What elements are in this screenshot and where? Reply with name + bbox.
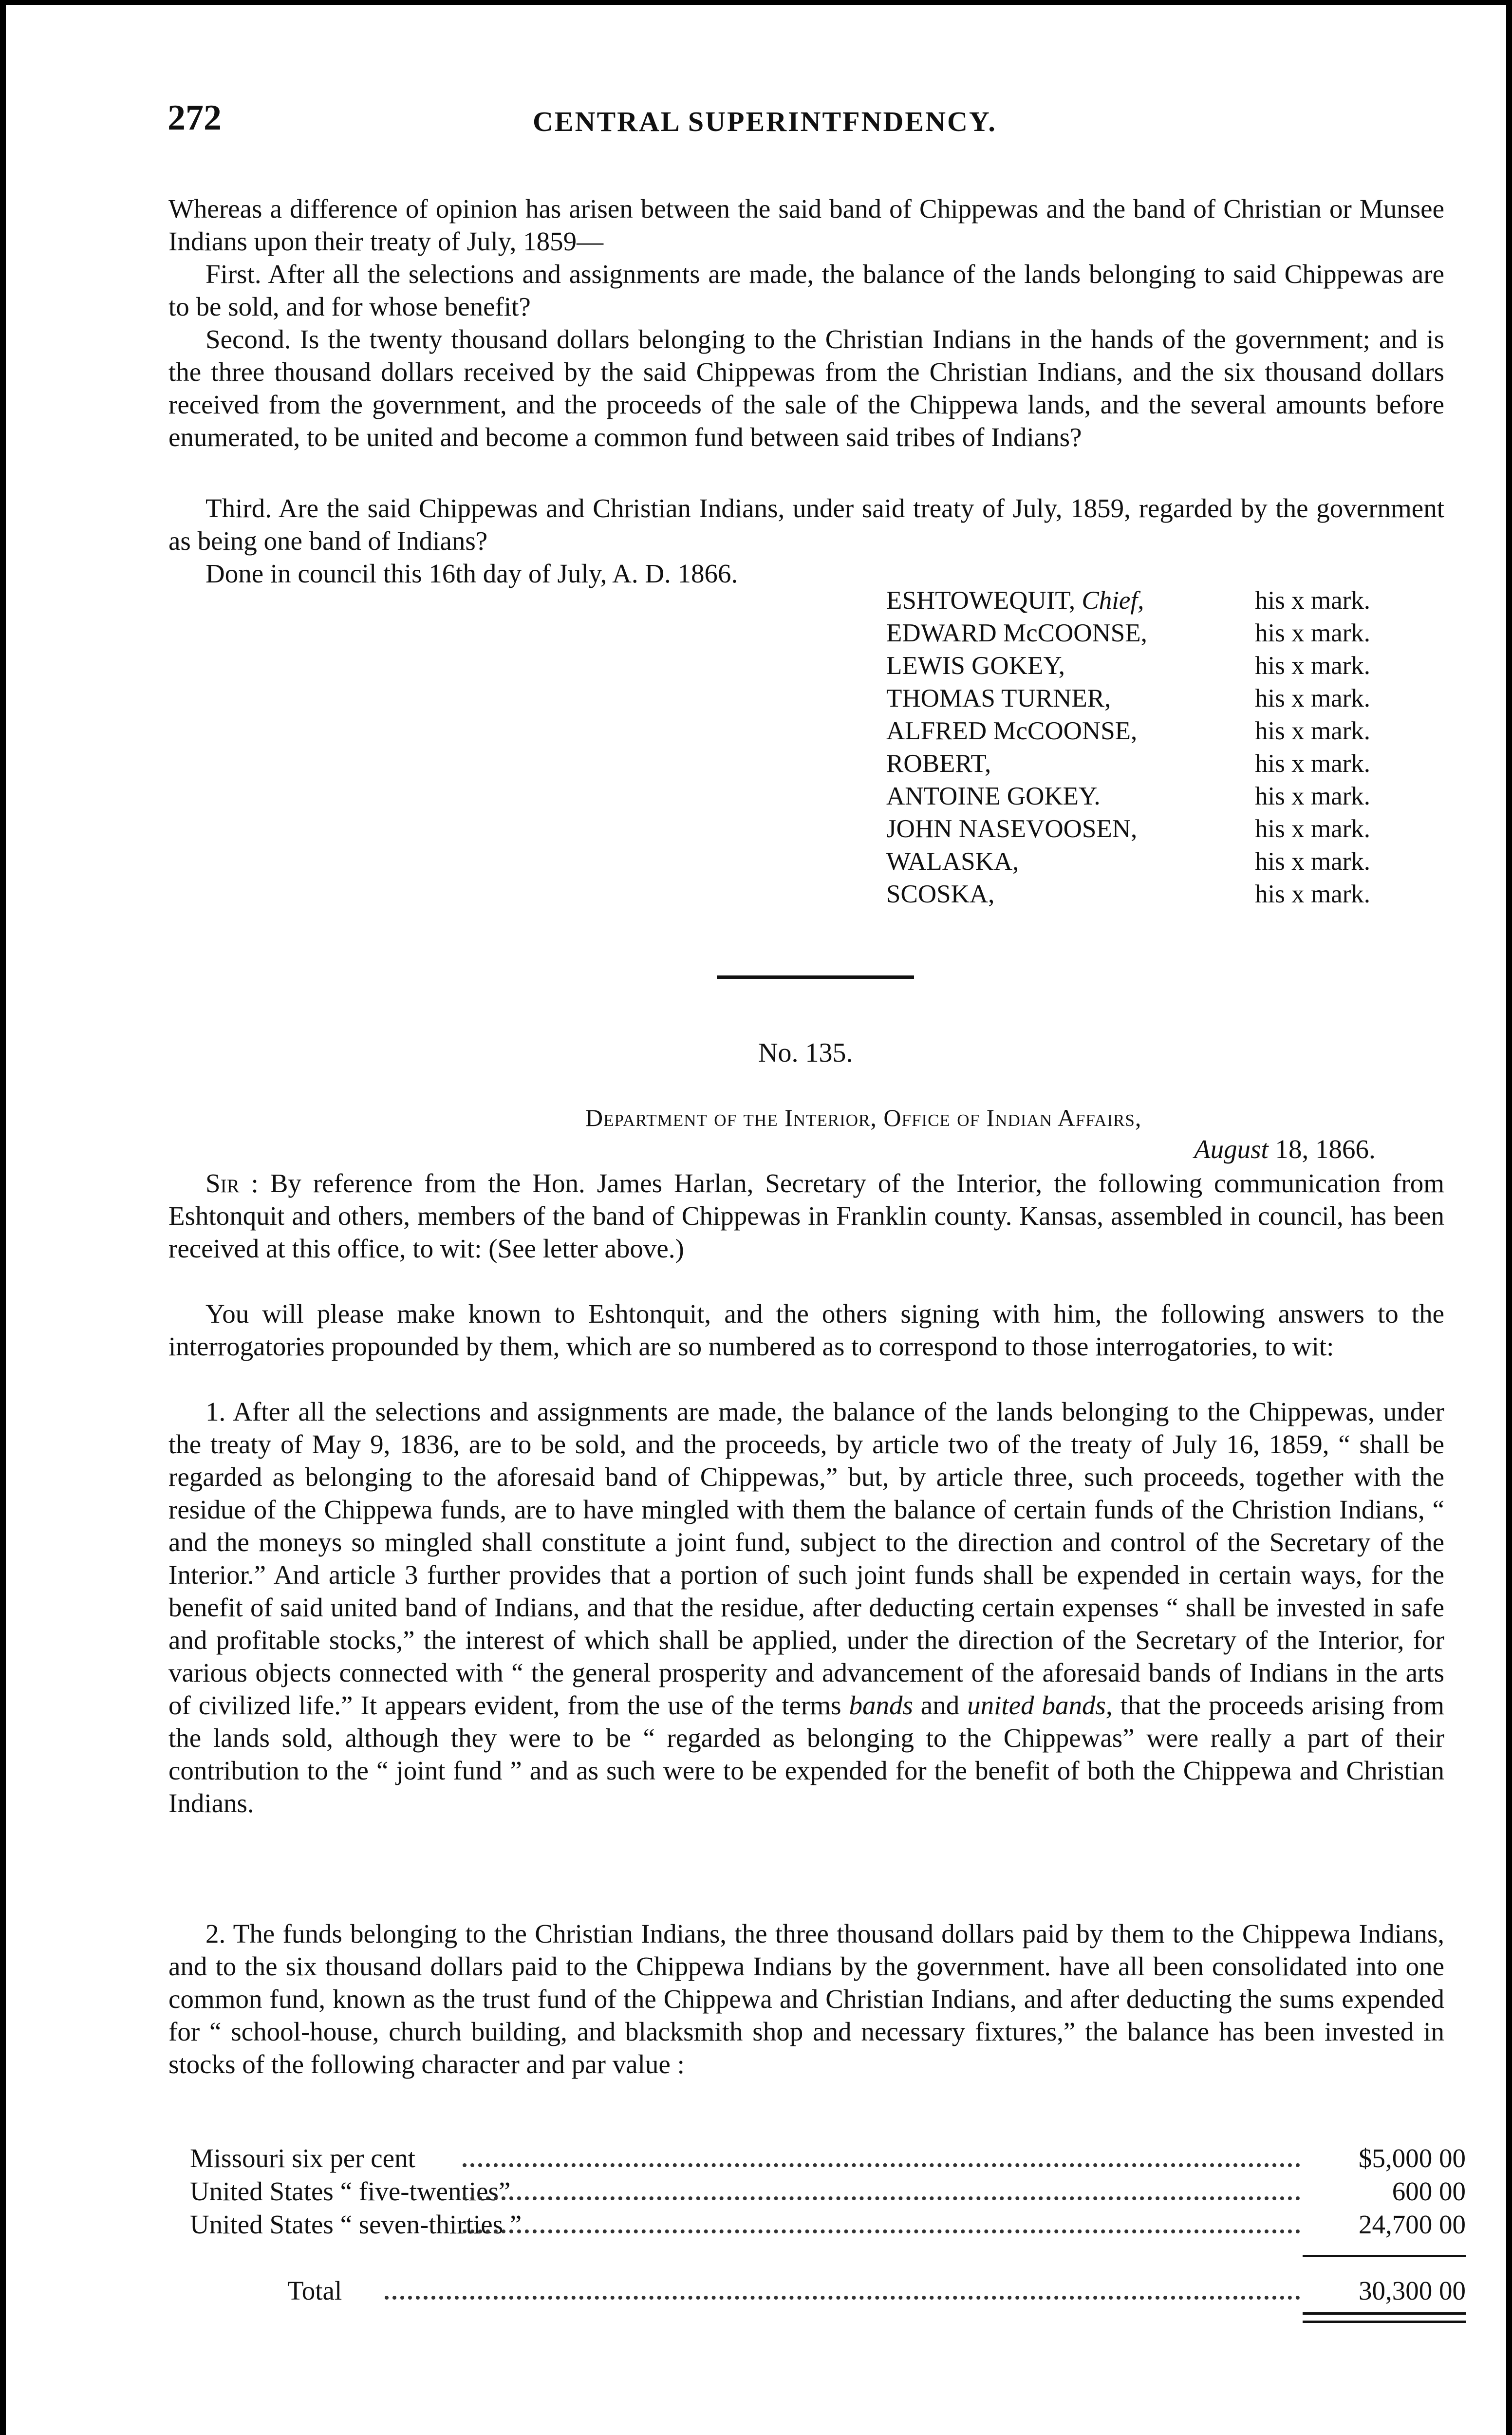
ledger-total-row <box>190 2275 1466 2308</box>
date-month: August <box>1194 1134 1269 1164</box>
signatory-mark: his x mark. <box>1255 652 1370 680</box>
leader-dots <box>463 2163 1300 2167</box>
signatory-mark: his x mark. <box>1255 586 1370 615</box>
signatory-name: ROBERT, <box>886 749 991 778</box>
signatory-row <box>886 813 1147 845</box>
signatory-row <box>886 715 1147 748</box>
section-divider <box>717 975 914 979</box>
date-rest: 18, 1866. <box>1275 1134 1376 1164</box>
ledger-label: Missouri six per cent <box>190 2143 415 2173</box>
signatory-row <box>886 845 1147 878</box>
signatory-mark: his x mark. <box>1255 684 1370 712</box>
salutation: Sir : <box>205 1168 259 1198</box>
leader-dots <box>463 2196 1300 2200</box>
ledger-label: United States “ seven-thirties ” <box>190 2210 522 2239</box>
department-heading: Department of the Interior, Office of Indian Affairs, <box>585 1104 1142 1131</box>
ledger-amount: $5,000 00 <box>1359 2143 1466 2173</box>
ledger-amount: 600 00 <box>1392 2176 1466 2206</box>
signatory-name: LEWIS GOKEY, <box>886 652 1065 680</box>
letter-question-third: Third. Are the said Chippewas and Christian Indians, under said treaty of July, 1859, regarded by the government as being one band of Indians? <box>168 493 1444 556</box>
signatory-row <box>886 780 1147 813</box>
reply-instruction: You will please make known to Eshtonquit, and the others signing with him, the following answers to the interrogatories propounded by them, which are so numbered as to correspond to those interrogatories, to wit: <box>168 1299 1444 1361</box>
document-page <box>6 5 1506 2435</box>
conjunction: and <box>920 1690 960 1720</box>
ledger-row <box>190 2209 1466 2242</box>
total-amount: 30,300 00 <box>1359 2276 1466 2305</box>
signatory-name: SCOSKA, <box>886 880 995 908</box>
sum-rule <box>1303 2255 1466 2257</box>
signatory-mark: his x mark. <box>1255 815 1370 843</box>
term-bands: bands <box>849 1690 913 1720</box>
signatory-name: WALASKA, <box>886 847 1019 876</box>
signatory-names <box>886 584 1147 911</box>
signatory-row <box>886 682 1147 715</box>
letter-question-first: First. After all the selections and assignments are made, the balance of the lands belonging to said Chippewas are to be sold, and for whose benefit? <box>168 259 1444 321</box>
reply-opening <box>168 1167 1444 1265</box>
answer-one-text: 1. After all the selections and assignments are made, the balance of the lands belonging to the Chippewas, under the treaty of May 9, 1836, are to be sold, and the proceeds, by article two of the treaty of July 16, 1859, “ shall be regarded as belonging to the aforesaid band of Chippewas,” but, by article three, such proceeds, together with the residue of the Chippewa funds, are to have mingled with them the balance of certain funds of the Christion Indians, “ and the moneys so mingled shall constitute a joint fund, subject to the direction and control of the Secretary of the Interior.” And article 3 further provides that a portion of such joint funds shall be expended in certain ways, for the benefit of said united band of Indians, and that the residue, after deducting certain expenses “ shall be invested in safe and profitable stocks,” the interest of which shall be applied, under the direction of the Secretary of the Interior, for various objects connected with “ the general prosperity and advancement of the aforesaid bands of Indians in the arts of civilized life.” It appears evident, from the use of the terms <box>168 1397 1444 1720</box>
ledger-row <box>190 2143 1466 2176</box>
answer-two: 2. The funds belonging to the Christian Indians, the three thousand dollars paid by them to the Chippewa Indians, and to the six thousand dollars paid to the Chippewa Indians by the government. have all been consolidated into one common fund, known as the trust fund of the Chippewa and Christian Indians, and after deducting the sums expended for “ school-house, church building, and blacksmith shop and necessary fixtures,” the balance has been invested in stocks of the following character and par value : <box>168 1919 1444 2079</box>
signatory-row <box>886 584 1147 617</box>
leader-dots <box>385 2296 1300 2300</box>
signatory-name: ESHTOWEQUIT, <box>886 586 1076 615</box>
answer-one <box>168 1395 1444 1819</box>
total-double-rule <box>1303 2312 1466 2323</box>
ledger-row <box>190 2176 1466 2209</box>
document-date <box>1194 1134 1376 1164</box>
signatory-marks <box>1255 584 1370 911</box>
signatory-mark: his x mark. <box>1255 847 1370 876</box>
signatory-name: THOMAS TURNER, <box>886 684 1111 712</box>
signatory-row <box>886 650 1147 682</box>
signatory-mark: his x mark. <box>1255 619 1370 647</box>
ledger-amount: 24,700 00 <box>1359 2210 1466 2239</box>
leader-dots <box>463 2229 1300 2233</box>
reply-opening-text: By reference from the Hon. James Harlan, Secretary of the Interior, the following communication from Eshtonquit and others, members of the band of Chippewas in Franklin county. Kansas, assembled in council, has been received at this office, to wit: (See letter above.) <box>168 1168 1444 1263</box>
signatory-name: EDWARD McCOONSE, <box>886 619 1147 647</box>
signatory-row <box>886 748 1147 780</box>
stock-ledger <box>190 2143 1466 2308</box>
letter-question-second: Second. Is the twenty thousand dollars belonging to the Christian Indians in the hands of the government; and is the three thousand dollars received by the said Chippewas from the Christian Indians, and the six thousand dollars received from the government, and the proceeds of the sale of the Chippewa lands, and the several amounts before enumerated, to be united and become a common fund between said tribes of Indians? <box>168 324 1444 452</box>
signatory-name: ANTOINE GOKEY. <box>886 782 1101 810</box>
signatory-mark: his x mark. <box>1255 782 1370 810</box>
total-label: Total <box>287 2276 342 2305</box>
page-number: 272 <box>168 98 222 138</box>
signatory-mark: his x mark. <box>1255 749 1370 778</box>
signatory-row <box>886 878 1147 911</box>
signatory-row <box>886 617 1147 650</box>
signatory-mark: his x mark. <box>1255 717 1370 745</box>
letter-closing: Done in council this 16th day of July, A. D. 1866. <box>205 559 738 588</box>
term-united-bands: united bands, <box>967 1690 1113 1720</box>
letter-preamble: Whereas a difference of opinion has arisen between the said band of Chippewas and the band of Christian or Munsee Indians upon their treaty of July, 1859— <box>168 194 1444 256</box>
document-number: No. 135. <box>758 1038 853 1068</box>
signatory-mark: his x mark. <box>1255 880 1370 908</box>
answer-one-continued: that the proceeds arising from the lands sold, although they were to be “ regarded as belonging to the Chippewas” were really a part of their contribution to the “ joint fund ” and as such were to be expended for the benefit of both the Chippewa and Christian Indians. <box>168 1690 1444 1818</box>
ledger-label: United States “ five-twenties” <box>190 2176 511 2206</box>
running-title: CENTRAL SUPERINTFNDENCY. <box>533 106 997 137</box>
signatory-name: JOHN NASEVOOSEN, <box>886 815 1138 843</box>
signatory-title: Chief, <box>1082 586 1144 615</box>
signatory-name: ALFRED McCOONSE, <box>886 717 1138 745</box>
